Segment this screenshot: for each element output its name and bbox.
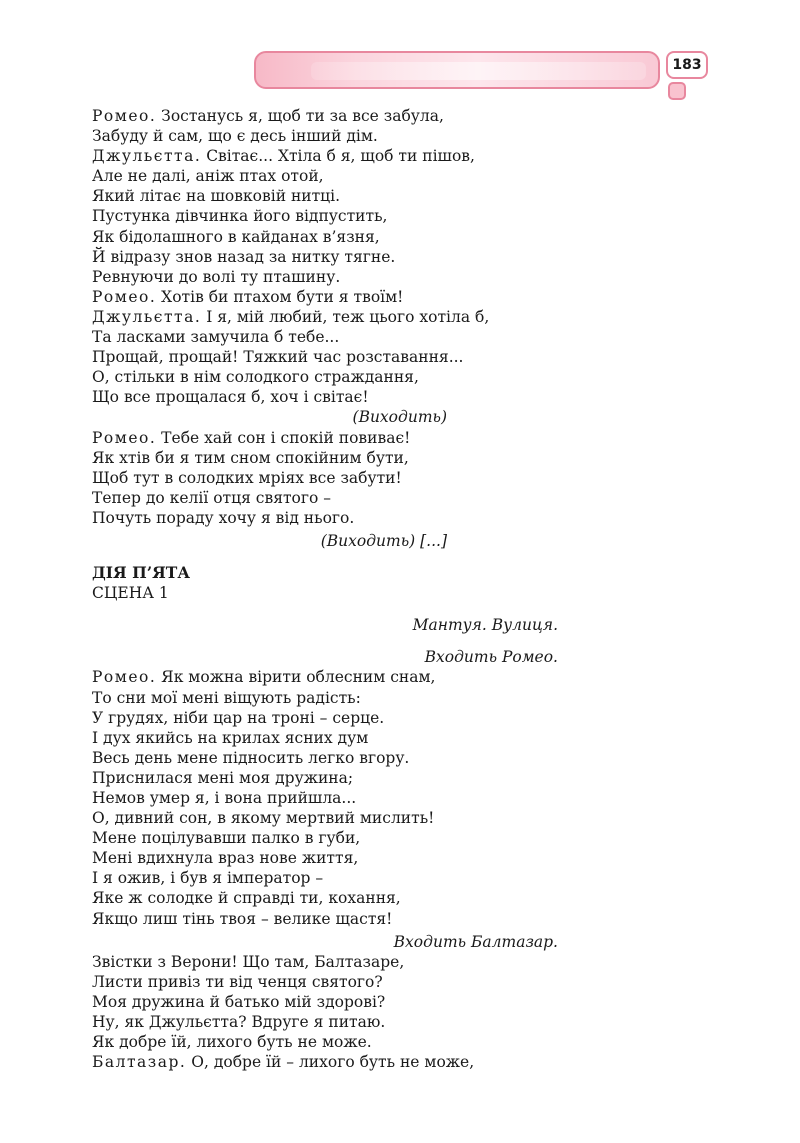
verse-line: [92, 708, 562, 728]
verse-line: [92, 909, 562, 929]
verse-text: Щоб тут в солодких мріях все забути!: [92, 468, 402, 487]
stage-direction: (Виходить) [...]: [320, 531, 447, 550]
stage-direction: (Виходить): [352, 408, 447, 427]
verse-text: О, добре їй – лихого буть не може,: [186, 1053, 475, 1072]
verse-line: [92, 868, 562, 888]
verse-line: [92, 488, 562, 508]
verse-line: [92, 448, 562, 468]
verse-text: Якщо лиш тінь твоя – велике щастя!: [92, 909, 393, 928]
speaker-name: Ромео.: [92, 668, 157, 687]
verse-line: [92, 1052, 562, 1072]
verse-text: Як добре їй, лихого буть не може.: [92, 1033, 372, 1052]
verse-line: [92, 227, 562, 247]
verse-line: [92, 468, 562, 488]
verse-text: Немов умер я, і вона прийшла...: [92, 789, 357, 807]
verse-text: Хотів би птахом бути я твоїм!: [156, 287, 404, 306]
verse-line: [92, 788, 562, 808]
verse-text: Мене поцілувавши палко в губи,: [92, 829, 361, 848]
verse-text: Як хтів би я тим сном спокійним бути,: [92, 448, 409, 467]
verse-line: [92, 972, 562, 992]
verse-text: То сни мої мені віщують радість:: [92, 688, 361, 707]
verse-text: О, стільки в нім солодкого страждання,: [92, 368, 419, 387]
verse-text: Весь день мене підносить легко вгору.: [92, 748, 410, 767]
dialogue-block-3: [92, 667, 562, 928]
speaker-name: Ромео.: [92, 107, 157, 125]
verse-line: [92, 1012, 562, 1032]
page-number-decor: [668, 82, 686, 100]
speaker-name: Ромео.: [92, 287, 157, 306]
verse-text: Й відразу знов назад за нитку тягне.: [92, 247, 396, 266]
verse-line: [92, 347, 562, 367]
verse-text: Приснилася мені моя дружина;: [92, 768, 354, 787]
verse-line: [92, 126, 562, 146]
dialogue-block-4: [92, 952, 562, 1073]
verse-text: Яке ж солодке й справді ти, кохання,: [92, 889, 401, 908]
stage-direction: Входить Балтазар.: [393, 932, 558, 951]
verse-text: Пустунка дівчинка його відпустить,: [92, 207, 388, 226]
verse-line: [92, 828, 562, 848]
verse-text: Світає... Хтіла б я, щоб ти пішов,: [201, 147, 475, 166]
scene-title: СЦЕНА 1: [92, 584, 169, 603]
verse-line: [92, 166, 562, 186]
verse-text: Що все прощалася б, хоч і світає!: [92, 388, 369, 407]
verse-line: [92, 367, 562, 387]
verse-line: [92, 952, 562, 972]
dialogue-block-2: [92, 428, 562, 528]
header-bar-highlight: [311, 62, 646, 80]
verse-line: [92, 1032, 562, 1052]
verse-text: Мені вдихнула враз нове життя,: [92, 849, 359, 868]
verse-line: [92, 808, 562, 828]
verse-line: [92, 327, 562, 347]
verse-text: Який літає на шовковій нитці.: [92, 187, 341, 206]
verse-line: [92, 206, 562, 226]
verse-line: [92, 106, 562, 126]
verse-text: Забуду й сам, що є десь інший дім.: [92, 127, 378, 146]
speaker-name: Джульєтта.: [92, 307, 202, 326]
verse-line: [92, 287, 562, 307]
speaker-name: Джульєтта.: [92, 147, 202, 166]
verse-line: [92, 688, 562, 708]
verse-text: Та ласками замучила б тебе...: [92, 328, 340, 347]
stage-direction: Входить Ромео.: [424, 648, 558, 667]
verse-line: [92, 992, 562, 1012]
header-decor-bar: [254, 51, 660, 89]
verse-text: О, дивний сон, в якому мертвий мислить!: [92, 809, 435, 828]
verse-text: Почуть пораду хочу я від нього.: [92, 508, 355, 527]
verse-text: І я ожив, і був я імператор –: [92, 869, 324, 888]
verse-text: Прощай, прощай! Тяжкий час розставання...: [92, 348, 464, 367]
verse-line: [92, 146, 562, 166]
verse-line: [92, 267, 562, 287]
verse-line: [92, 768, 562, 788]
verse-line: [92, 848, 562, 868]
verse-line: [92, 387, 562, 407]
verse-line: [92, 667, 562, 687]
act-title: ДІЯ П’ЯТА: [92, 563, 190, 583]
dialogue-block-1: [92, 106, 562, 407]
speaker-name: Балтазар.: [92, 1053, 187, 1072]
verse-text: І я, мій любий, теж цього хотіла б,: [201, 307, 490, 326]
verse-line: [92, 728, 562, 748]
verse-text: Листи привіз ти від ченця святого?: [92, 972, 383, 991]
verse-text: У грудях, ніби цар на троні – серце.: [92, 708, 385, 727]
verse-text: Зостанусь я, щоб ти за все забула,: [156, 107, 444, 125]
verse-text: Ревнуючи до волі ту пташину.: [92, 267, 341, 286]
verse-text: Тебе хай сон і спокій повиває!: [156, 428, 411, 447]
verse-line: [92, 428, 562, 448]
verse-line: [92, 307, 562, 327]
speaker-name: Ромео.: [92, 428, 157, 447]
verse-text: Ну, як Джульєтта? Вдруге я питаю.: [92, 1013, 386, 1032]
verse-line: [92, 508, 562, 528]
scene-setting: Мантуя. Вулиця.: [412, 616, 558, 635]
verse-text: Як можна вірити облесним снам,: [156, 668, 436, 687]
verse-line: [92, 247, 562, 267]
verse-text: Моя дружина й батько мій здорові?: [92, 992, 386, 1011]
verse-text: Звістки з Верони! Що там, Балтазаре,: [92, 952, 405, 971]
verse-text: Як бідолашного в кайданах в’язня,: [92, 227, 380, 246]
verse-line: [92, 186, 562, 206]
page-content: [92, 106, 562, 1072]
verse-line: [92, 748, 562, 768]
verse-line: [92, 888, 562, 908]
verse-text: Але не далі, аніж птах отой,: [92, 167, 324, 186]
verse-text: І дух якийсь на крилах ясних дум: [92, 728, 369, 747]
verse-text: Тепер до келії отця святого –: [92, 488, 332, 507]
page-number: 183: [666, 51, 708, 79]
